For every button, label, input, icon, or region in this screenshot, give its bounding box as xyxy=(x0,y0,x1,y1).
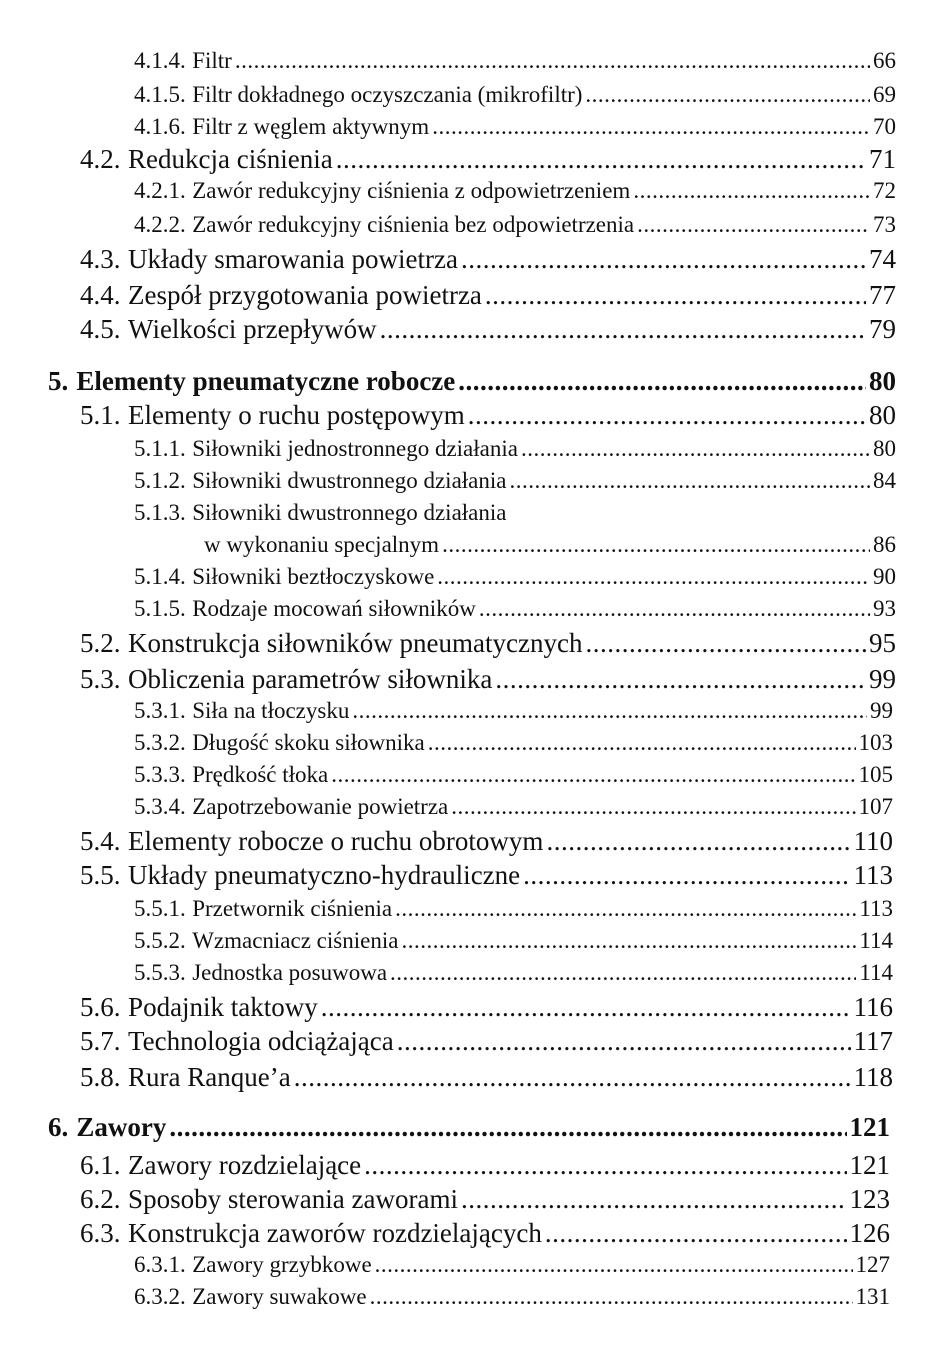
toc-entry-title: Konstrukcja zaworów rozdzielających xyxy=(128,1218,542,1248)
toc-entry-number: 4.2.1. xyxy=(134,178,186,203)
dot-leader xyxy=(521,436,870,462)
toc-entry-level-3 xyxy=(134,730,893,756)
toc-entry-level-1 xyxy=(48,366,896,397)
toc-entry-title: Sposoby sterowania zaworami xyxy=(128,1184,458,1214)
toc-entry-title: Układy smarowania powietrza xyxy=(128,244,458,274)
dot-leader xyxy=(401,928,856,954)
toc-entry-number: 4.1.4. xyxy=(134,48,186,73)
toc-entry-page: 99 xyxy=(870,698,893,723)
toc-entry-number: 6.3. xyxy=(80,1218,121,1248)
toc-entry-title: Rodzaje mocowań siłowników xyxy=(192,596,476,621)
toc-entry-title: Zawory grzybkowe xyxy=(192,1252,372,1277)
toc-entry-page: 80 xyxy=(873,436,896,461)
toc-entry-level-2 xyxy=(80,314,896,345)
toc-entry-page: 107 xyxy=(858,794,893,819)
toc-entry-title: Obliczenia parametrów siłownika xyxy=(128,664,493,694)
toc-entry-page: 103 xyxy=(858,730,893,755)
toc-entry-page: 114 xyxy=(859,960,893,985)
toc-entry-level-2 xyxy=(80,826,893,857)
toc-entry-level-3 xyxy=(134,698,893,724)
toc-entry-level-2 xyxy=(80,860,893,891)
toc-entry-title: Siłowniki beztłoczyskowe xyxy=(192,564,435,589)
dot-leader xyxy=(235,48,870,74)
toc-entry-number: 6.3.2. xyxy=(134,1284,186,1309)
toc-entry-number: 5.8. xyxy=(80,1062,121,1092)
toc-entry-level-2 xyxy=(80,664,896,695)
toc-entry-number: 6.3.1. xyxy=(134,1252,186,1277)
toc-entry-level-2 xyxy=(80,400,896,431)
toc-entry-title: Długość skoku siłownika xyxy=(192,730,425,755)
toc-entry-title: Rura Ranque’a xyxy=(128,1062,291,1092)
toc-entry-level-1 xyxy=(48,1112,890,1143)
toc-entry-page: 105 xyxy=(858,762,893,787)
toc-entry-title: Konstrukcja siłowników pneumatycznych xyxy=(128,628,583,658)
toc-entry-page: 71 xyxy=(869,144,896,174)
toc-entry-level-3 xyxy=(134,114,896,140)
dot-leader xyxy=(485,280,866,311)
toc-entry-level-2 xyxy=(80,1062,893,1093)
dot-leader xyxy=(461,244,866,275)
toc-entry-page: 113 xyxy=(853,860,893,890)
toc-entry-page: 77 xyxy=(869,280,896,310)
dot-leader xyxy=(370,1284,853,1310)
dot-leader xyxy=(169,1112,846,1143)
toc-entry-title: Elementy o ruchu postępowym xyxy=(128,400,465,430)
toc-entry-page: 74 xyxy=(869,244,896,274)
toc-entry-number: 4.2. xyxy=(80,144,121,174)
toc-entry-number: 5.4. xyxy=(80,826,121,856)
toc-entry-number: 5.3.4. xyxy=(134,794,186,819)
toc-entry-number: 6. xyxy=(48,1112,69,1142)
toc-entry-page: 121 xyxy=(849,1150,890,1180)
dot-leader xyxy=(380,314,866,345)
toc-entry-number: 4.3. xyxy=(80,244,121,274)
toc-entry-title: Filtr dokładnego oczyszczania (mikrofiltr) xyxy=(192,82,583,107)
toc-entry-title: Zawory xyxy=(76,1112,167,1142)
toc-entry-page: 127 xyxy=(855,1252,890,1277)
toc-entry-level-3 xyxy=(134,436,896,462)
toc-entry-page: 72 xyxy=(873,178,896,203)
toc-entry-page: 80 xyxy=(869,366,896,396)
toc-entry-number: 5.3.2. xyxy=(134,730,186,755)
toc-entry-page: 70 xyxy=(873,114,896,139)
toc-entry-page: 66 xyxy=(873,48,896,73)
toc-entry-title: Technologia odciążająca xyxy=(128,1026,394,1056)
toc-entry-title: Siła na tłoczysku xyxy=(192,698,350,723)
toc-entry-title-continuation: w wykonaniu specjalnym xyxy=(204,532,440,557)
dot-leader xyxy=(633,178,870,204)
toc-entry-level-3 xyxy=(134,564,896,590)
toc-entry-title: Filtr z węglem aktywnym xyxy=(192,114,430,139)
toc-entry-number: 5.1. xyxy=(80,400,121,430)
toc-entry-title: Zawór redukcyjny ciśnienia z odpowietrzeniem xyxy=(192,178,631,203)
toc-entry-page: 118 xyxy=(853,1062,893,1092)
toc-entry-level-3 xyxy=(134,896,893,922)
toc-entry-number: 5. xyxy=(48,366,69,396)
toc-entry-title: Siłowniki jednostronnego działania xyxy=(192,436,518,461)
toc-entry-level-3 xyxy=(134,1252,890,1278)
toc-entry-level-2 xyxy=(80,1218,890,1249)
toc-entry-title: Siłowniki dwustronnego działania xyxy=(192,500,507,525)
toc-entry-page: 117 xyxy=(853,1026,893,1056)
dot-leader xyxy=(509,468,870,494)
toc-entry-title: Redukcja ciśnienia xyxy=(128,144,333,174)
toc-entry-level-3 xyxy=(134,468,896,494)
toc-entry-level-2 xyxy=(80,1150,890,1181)
toc-entry-number: 5.1.4. xyxy=(134,564,186,589)
dot-leader xyxy=(479,596,870,622)
toc-entry-level-3 xyxy=(134,596,896,622)
toc-entry-page: 110 xyxy=(853,826,893,856)
toc-entry-level-3 xyxy=(134,928,893,954)
dot-leader xyxy=(397,1026,851,1057)
dot-leader xyxy=(523,860,850,891)
toc-entry-page: 114 xyxy=(859,928,893,953)
dot-leader xyxy=(451,794,855,820)
toc-entry-level-2 xyxy=(80,992,893,1023)
dot-leader xyxy=(585,628,866,659)
toc-entry-number: 5.2. xyxy=(80,628,121,658)
toc-entry-title: Podajnik taktowy xyxy=(128,992,318,1022)
toc-entry-title: Wielkości przepływów xyxy=(128,314,377,344)
dot-leader xyxy=(352,698,867,724)
toc-entry-number: 5.3.1. xyxy=(134,698,186,723)
toc-entry-page: 80 xyxy=(869,400,896,430)
toc-entry-page: 123 xyxy=(849,1184,890,1214)
dot-leader xyxy=(390,960,856,986)
toc-entry-title: Układy pneumatyczno-hydrauliczne xyxy=(128,860,521,890)
toc-entry-title: Jednostka posuwowa xyxy=(192,960,388,985)
dot-leader xyxy=(495,664,866,695)
dot-leader xyxy=(294,1062,851,1093)
toc-entry-page: 113 xyxy=(859,896,893,921)
toc-entry-level-2 xyxy=(80,628,896,659)
toc-entry-level-3 xyxy=(134,178,896,204)
toc-entry-number: 5.5.3. xyxy=(134,960,186,985)
toc-entry-page: 116 xyxy=(853,992,893,1022)
toc-entry-page: 93 xyxy=(873,596,896,621)
toc-entry-number: 6.1. xyxy=(80,1150,121,1180)
toc-entry-page: 95 xyxy=(869,628,896,658)
toc-entry-page: 126 xyxy=(849,1218,890,1248)
toc-entry-title: Elementy pneumatyczne robocze xyxy=(76,366,456,396)
dot-leader xyxy=(585,82,870,108)
dot-leader xyxy=(336,144,866,175)
toc-entry-title: Filtr xyxy=(192,48,232,73)
toc-entry-number: 5.7. xyxy=(80,1026,121,1056)
dot-leader xyxy=(395,896,856,922)
toc-entry-number: 5.1.3. xyxy=(134,500,186,525)
toc-entry-level-2 xyxy=(80,1184,890,1215)
toc-entry-level-2 xyxy=(80,1026,893,1057)
toc-entry-level-3 xyxy=(134,960,893,986)
toc-entry-title: Zespół przygotowania powietrza xyxy=(128,280,482,310)
toc-entry-level-3 xyxy=(134,762,893,788)
toc-entry-title: Elementy robocze o ruchu obrotowym xyxy=(128,826,544,856)
toc-entry-page: 86 xyxy=(873,532,896,557)
toc-entry-number: 5.1.5. xyxy=(134,596,186,621)
toc-entry-title: Zawory suwakowe xyxy=(192,1284,367,1309)
toc-entry-title: Wzmacniacz ciśnienia xyxy=(192,928,399,953)
dot-leader xyxy=(428,730,856,756)
toc-entry-number: 5.6. xyxy=(80,992,121,1022)
toc-entry-number: 6.2. xyxy=(80,1184,121,1214)
dot-leader xyxy=(442,532,870,558)
toc-entry-number: 5.3.3. xyxy=(134,762,186,787)
toc-entry-page: 79 xyxy=(869,314,896,344)
dot-leader xyxy=(546,826,850,857)
toc-entry-level-2 xyxy=(80,280,896,311)
dot-leader xyxy=(545,1218,847,1249)
toc-entry-number: 5.1.1. xyxy=(134,436,186,461)
toc-entry-title: Zawór redukcyjny ciśnienia bez odpowietrzenia xyxy=(192,212,635,237)
toc-entry-level-3 xyxy=(134,48,896,74)
dot-leader xyxy=(458,366,866,397)
toc-entry-number: 4.1.5. xyxy=(134,82,186,107)
toc-entry-page: 121 xyxy=(849,1112,890,1142)
toc-entry-number: 5.5. xyxy=(80,860,121,890)
toc-entry-level-2 xyxy=(80,244,896,275)
toc-entry-number: 5.5.2. xyxy=(134,928,186,953)
toc-entry-number: 5.5.1. xyxy=(134,896,186,921)
dot-leader xyxy=(637,212,870,238)
toc-entry-level-3 xyxy=(134,1284,890,1310)
toc-entry-number: 5.3. xyxy=(80,664,121,694)
dot-leader xyxy=(461,1184,847,1215)
toc-entry-page: 99 xyxy=(869,664,896,694)
toc-entry-number: 5.1.2. xyxy=(134,468,186,493)
dot-leader xyxy=(364,1150,846,1181)
dot-leader xyxy=(375,1252,853,1278)
toc-entry-continuation xyxy=(204,532,896,558)
dot-leader xyxy=(321,992,851,1023)
toc-entry-level-3 xyxy=(134,500,506,526)
dot-leader xyxy=(432,114,870,140)
toc-entry-title: Prędkość tłoka xyxy=(192,762,329,787)
toc-entry-page: 131 xyxy=(855,1284,890,1309)
toc-entry-level-2 xyxy=(80,144,896,175)
toc-entry-title: Zapotrzebowanie powietrza xyxy=(192,794,449,819)
toc-entry-number: 4.4. xyxy=(80,280,121,310)
toc-entry-number: 4.2.2. xyxy=(134,212,186,237)
toc-entry-number: 4.1.6. xyxy=(134,114,186,139)
dot-leader xyxy=(468,400,866,431)
dot-leader xyxy=(437,564,870,590)
toc-entry-level-3 xyxy=(134,212,896,238)
toc-entry-page: 73 xyxy=(873,212,896,237)
toc-entry-page: 69 xyxy=(873,82,896,107)
toc-entry-title: Siłowniki dwustronnego działania xyxy=(192,468,507,493)
dot-leader xyxy=(331,762,855,788)
toc-entry-page: 90 xyxy=(873,564,896,589)
toc-entry-page: 84 xyxy=(873,468,896,493)
toc-entry-level-3 xyxy=(134,794,893,820)
toc-entry-level-3 xyxy=(134,82,896,108)
toc-entry-title: Przetwornik ciśnienia xyxy=(192,896,393,921)
toc-entry-number: 4.5. xyxy=(80,314,121,344)
toc-entry-title: Zawory rozdzielające xyxy=(128,1150,362,1180)
